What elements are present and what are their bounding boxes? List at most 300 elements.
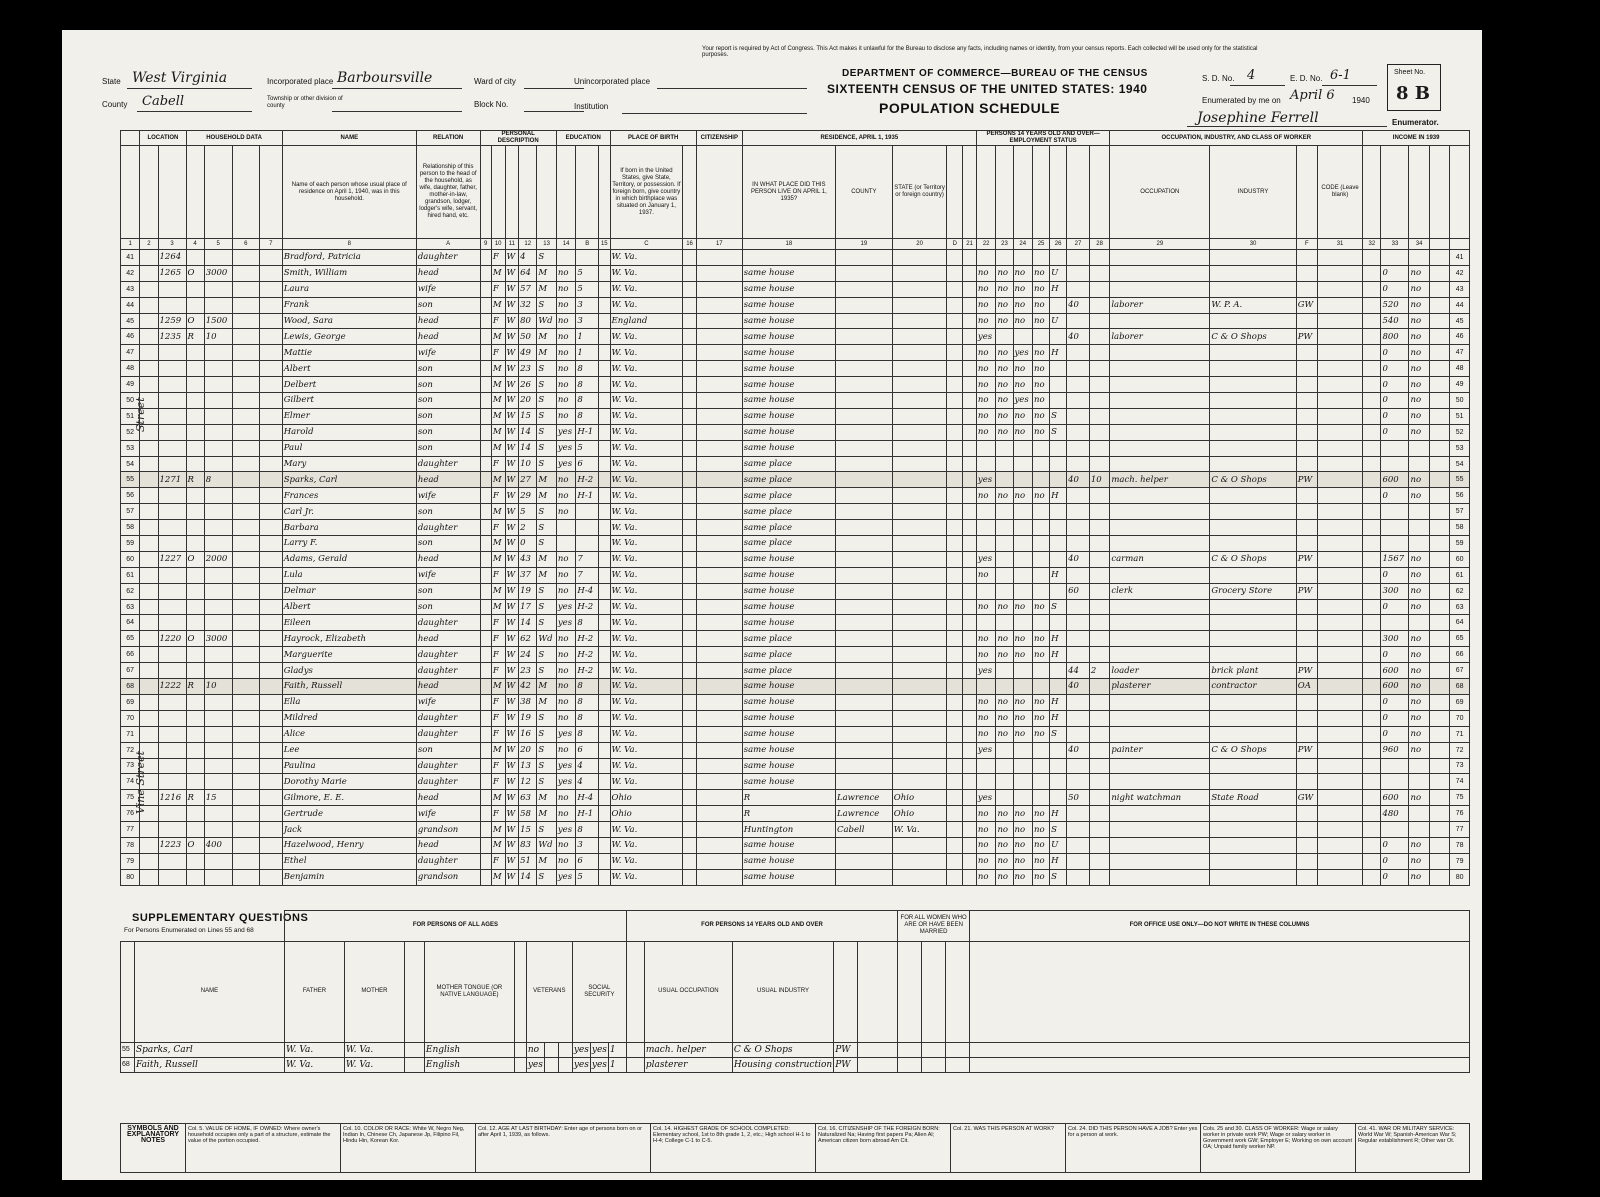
cell-empty: [892, 265, 947, 281]
cell-e3: no: [1013, 599, 1033, 615]
cell-empty: [1089, 440, 1109, 456]
cell-empty: [259, 599, 282, 615]
line-number: 46: [1450, 329, 1470, 345]
cell-sch: no: [556, 488, 576, 504]
cell-inc: 0: [1381, 647, 1409, 663]
cell-empty: [204, 742, 232, 758]
cell-empty: [683, 456, 697, 472]
cell-e5: H: [1050, 488, 1067, 504]
cell-empty: [696, 567, 742, 583]
cell-empty: [599, 504, 610, 520]
cell-empty: [963, 599, 977, 615]
cell-age: 38: [519, 694, 537, 710]
cell-e4: no: [1033, 853, 1050, 869]
cell-empty: [186, 583, 204, 599]
cell-name: Ella: [282, 694, 416, 710]
population-table: [120, 130, 1470, 886]
cell-birth: W. Va.: [610, 297, 683, 313]
cell-e1: yes: [976, 329, 996, 345]
table-row: [121, 265, 1470, 281]
cell-empty: [599, 869, 610, 885]
cell-empty: [259, 615, 282, 631]
cell-empty: [1089, 631, 1109, 647]
cell-empty: [1110, 536, 1210, 552]
supp-cell-empty: [558, 1042, 572, 1057]
cell-grd: H-2: [576, 631, 599, 647]
cell-empty: [1363, 710, 1381, 726]
cell-race: W: [505, 567, 519, 583]
cell-empty: [696, 520, 742, 536]
cell-mar: S: [537, 726, 557, 742]
cell-oth: no: [1409, 281, 1429, 297]
line-number: 51: [1450, 408, 1470, 424]
cell-oth: no: [1409, 472, 1429, 488]
cell-empty: [232, 250, 259, 266]
cell-empty: [1210, 265, 1296, 281]
cell-empty: [1317, 647, 1362, 663]
cell-empty: [232, 599, 259, 615]
line-number: 77: [121, 822, 140, 838]
cell-empty: [1110, 313, 1210, 329]
cell-empty: [1067, 853, 1090, 869]
cell-rel: head: [416, 551, 480, 567]
cell-empty: [1033, 329, 1050, 345]
cell-empty: [1296, 599, 1317, 615]
cell-empty: [1429, 250, 1449, 266]
table-row: [121, 345, 1470, 361]
supplementary-table: [120, 910, 1470, 1073]
cell-empty: [1110, 520, 1210, 536]
cell-empty: [140, 329, 158, 345]
cell-empty: [683, 488, 697, 504]
cell-empty: [683, 583, 697, 599]
cell-mar: S: [537, 377, 557, 393]
cell-race: W: [505, 504, 519, 520]
cell-rel: wife: [416, 806, 480, 822]
cell-e1: yes: [976, 742, 996, 758]
cell-inc: 0: [1381, 710, 1409, 726]
cell-empty: [140, 520, 158, 536]
table-row: [121, 488, 1470, 504]
cell-oth: [1409, 504, 1429, 520]
cell-e1: no: [976, 869, 996, 885]
cell-e2: no: [996, 297, 1013, 313]
cell-empty: [1317, 869, 1362, 885]
cell-empty: [232, 583, 259, 599]
cell-name: Alice: [282, 726, 416, 742]
cell-name: Mary: [282, 456, 416, 472]
cell-empty: [1317, 694, 1362, 710]
cell-empty: [204, 726, 232, 742]
cell-empty: [963, 393, 977, 409]
cell-race: W: [505, 790, 519, 806]
cell-empty: [1317, 837, 1362, 853]
cell-empty: [892, 710, 947, 726]
cell-res: same house: [742, 345, 835, 361]
cell-rel: son: [416, 583, 480, 599]
cell-empty: [158, 647, 186, 663]
cell-empty: [480, 758, 491, 774]
cell-empty: [683, 758, 697, 774]
cell-oth: no: [1409, 853, 1429, 869]
supp-women: FOR ALL WOMEN WHO ARE OR HAVE BEEN MARRIED: [898, 911, 970, 942]
cell-empty: [480, 472, 491, 488]
cell-grd: 3: [576, 297, 599, 313]
cell-sch: yes: [556, 822, 576, 838]
cell-e4: no: [1033, 869, 1050, 885]
cell-empty: [232, 345, 259, 361]
cell-empty: [1429, 377, 1449, 393]
cell-empty: [892, 679, 947, 695]
column-number: 17: [696, 239, 742, 250]
cell-empty: [599, 329, 610, 345]
cell-empty: [204, 361, 232, 377]
cell-empty: [1429, 663, 1449, 679]
cell-empty: [683, 631, 697, 647]
cell-empty: [835, 774, 892, 790]
cell-empty: [259, 742, 282, 758]
cell-mar: M: [537, 345, 557, 361]
cell-e3: no: [1013, 837, 1033, 853]
supp-title: SUPPLEMENTARY QUESTIONS: [132, 912, 309, 924]
cell-empty: [996, 456, 1013, 472]
cell-inc: [1381, 615, 1409, 631]
cell-empty: [599, 822, 610, 838]
block-label: Block No.: [474, 100, 509, 109]
cell-empty: [1429, 313, 1449, 329]
cell-sex: F: [491, 281, 505, 297]
cell-rel: daughter: [416, 456, 480, 472]
cell-res: same place: [742, 631, 835, 647]
cell-empty: [947, 536, 963, 552]
cell-empty: [1296, 822, 1317, 838]
cell-e1: no: [976, 726, 996, 742]
cell-empty: [1067, 393, 1090, 409]
cell-inc: 0: [1381, 567, 1409, 583]
cell-sch: no: [556, 710, 576, 726]
cell-empty: [1067, 758, 1090, 774]
notes-table: [120, 1123, 1470, 1173]
cell-oth: no: [1409, 694, 1429, 710]
cell-inc: 0: [1381, 265, 1409, 281]
cell-empty: [1429, 615, 1449, 631]
cell-rel: daughter: [416, 726, 480, 742]
cell-inc: 300: [1381, 631, 1409, 647]
cell-race: W: [505, 440, 519, 456]
cell-empty: [1210, 377, 1296, 393]
cell-empty: [947, 663, 963, 679]
cell-empty: [1317, 345, 1362, 361]
cell-age: 29: [519, 488, 537, 504]
birth-description: If born in the United States, give State, Territory, or possession. If foreign born, give country in which birthplace was situated on January 1, 1937.: [610, 146, 683, 239]
cell-empty: [1013, 472, 1033, 488]
cell-empty: [963, 567, 977, 583]
line-number: 64: [1450, 615, 1470, 631]
cell-empty: [1317, 551, 1362, 567]
cell-res: same house: [742, 281, 835, 297]
cell-e5: S: [1050, 424, 1067, 440]
cell-empty: [683, 297, 697, 313]
cell-empty: [892, 424, 947, 440]
table-row: [121, 679, 1470, 695]
cell-empty: [1089, 679, 1109, 695]
cell-oth: no: [1409, 837, 1429, 853]
cell-rstate: Ohio: [892, 806, 947, 822]
cell-empty: [947, 504, 963, 520]
cell-empty: [1296, 710, 1317, 726]
cell-empty: [963, 472, 977, 488]
cell-e1: no: [976, 599, 996, 615]
note-value-home: Col. 5. VALUE OF HOME, IF OWNED: Where owner's household occupies only a part of a structure, estimate the value of the portion occupied.: [186, 1124, 341, 1173]
cell-empty: [947, 774, 963, 790]
cell-ind: C & O Shops: [1210, 551, 1296, 567]
industry-label: INDUSTRY: [1210, 146, 1296, 239]
cell-empty: [835, 615, 892, 631]
cell-birth: W. Va.: [610, 551, 683, 567]
line-number: 55: [121, 472, 140, 488]
cell-name: Albert: [282, 599, 416, 615]
cell-empty: [1363, 869, 1381, 885]
cell-rel: grandson: [416, 869, 480, 885]
cell-sex: M: [491, 599, 505, 615]
cell-empty: [259, 822, 282, 838]
cell-house: 1223: [158, 837, 186, 853]
line-number: 42: [1450, 265, 1470, 281]
cell-empty: [158, 408, 186, 424]
cell-name: Mildred: [282, 710, 416, 726]
cell-e3: no: [1013, 377, 1033, 393]
column-number: 29: [1110, 239, 1210, 250]
cell-empty: [480, 551, 491, 567]
code-label: CODE (Leave blank): [1317, 146, 1362, 239]
supp-cell-empty: [898, 1042, 922, 1057]
cell-empty: [1089, 313, 1109, 329]
cell-race: W: [505, 599, 519, 615]
cell-empty: [1110, 504, 1210, 520]
cell-empty: [599, 837, 610, 853]
supp-office: FOR OFFICE USE ONLY—DO NOT WRITE IN THESE COLUMNS: [970, 911, 1470, 942]
cell-empty: [232, 472, 259, 488]
cell-empty: [892, 297, 947, 313]
cell-empty: [232, 853, 259, 869]
cell-name: Marguerite: [282, 647, 416, 663]
cell-house: 1271: [158, 472, 186, 488]
cell-empty: [1067, 456, 1090, 472]
cell-rel: head: [416, 837, 480, 853]
cell-rel: son: [416, 504, 480, 520]
cell-empty: [996, 250, 1013, 266]
cell-empty: [140, 631, 158, 647]
cell-res: same house: [742, 377, 835, 393]
cell-grd: H-2: [576, 663, 599, 679]
cell-empty: [599, 679, 610, 695]
cell-empty: [232, 694, 259, 710]
cell-empty: [1110, 345, 1210, 361]
cell-empty: [835, 488, 892, 504]
cell-birth: W. Va.: [610, 361, 683, 377]
cell-e2: no: [996, 869, 1013, 885]
line-number: 75: [1450, 790, 1470, 806]
cell-empty: [158, 774, 186, 790]
cell-age: 5: [519, 504, 537, 520]
cell-empty: [158, 377, 186, 393]
cell-e5: H: [1050, 710, 1067, 726]
cell-sch: no: [556, 297, 576, 313]
cell-name: Faith, Russell: [282, 679, 416, 695]
cell-inc: 1567: [1381, 551, 1409, 567]
cell-age: 80: [519, 313, 537, 329]
cell-empty: [947, 837, 963, 853]
cell-name: Eileen: [282, 615, 416, 631]
cell-empty: [480, 679, 491, 695]
table-row: [121, 551, 1470, 567]
cell-empty: [1296, 536, 1317, 552]
cell-empty: [1210, 456, 1296, 472]
cell-empty: [1050, 377, 1067, 393]
cell-e4: no: [1033, 345, 1050, 361]
cell-empty: [232, 536, 259, 552]
cell-empty: [963, 440, 977, 456]
cell-e5: S: [1050, 726, 1067, 742]
supp-veterans-header: VETERANS: [526, 941, 572, 1042]
cell-sch: yes: [556, 758, 576, 774]
cell-e2: no: [996, 265, 1013, 281]
table-row: [121, 408, 1470, 424]
cell-empty: [480, 726, 491, 742]
cell-grd: 5: [576, 281, 599, 297]
birthplace-header: PLACE OF BIRTH: [610, 131, 696, 146]
cell-empty: [1210, 599, 1296, 615]
cell-mar: S: [537, 822, 557, 838]
cell-empty: [963, 250, 977, 266]
cell-empty: [480, 567, 491, 583]
cell-empty: [599, 853, 610, 869]
cell-mar: S: [537, 520, 557, 536]
cell-empty: [963, 408, 977, 424]
line-number: 45: [121, 313, 140, 329]
line-number: 64: [121, 615, 140, 631]
cell-empty: [1363, 790, 1381, 806]
cell-birth: W. Va.: [610, 424, 683, 440]
cell-empty: [1110, 647, 1210, 663]
cell-empty: [204, 822, 232, 838]
cell-empty: [1210, 520, 1296, 536]
cell-age: 14: [519, 615, 537, 631]
cell-empty: [1089, 869, 1109, 885]
cell-val: 2000: [204, 551, 232, 567]
cell-empty: [963, 710, 977, 726]
cell-empty: [835, 250, 892, 266]
cell-grd: 6: [576, 456, 599, 472]
cell-empty: [232, 790, 259, 806]
cell-empty: [1296, 567, 1317, 583]
cell-empty: [599, 774, 610, 790]
supp-cell-empty: [626, 1057, 644, 1072]
cell-empty: [186, 853, 204, 869]
cell-house: 1227: [158, 551, 186, 567]
cell-empty: [696, 869, 742, 885]
cell-e1: no: [976, 488, 996, 504]
cell-own: R: [186, 329, 204, 345]
cell-empty: [696, 250, 742, 266]
cell-val: 3000: [204, 265, 232, 281]
cell-own: R: [186, 472, 204, 488]
cell-res: same house: [742, 726, 835, 742]
line-number: 79: [121, 853, 140, 869]
column-number: 27: [1067, 239, 1090, 250]
cell-empty: [1363, 583, 1381, 599]
column-number: 32: [1363, 239, 1381, 250]
cell-empty: [947, 679, 963, 695]
cell-empty: [1296, 345, 1317, 361]
line-number: 66: [1450, 647, 1470, 663]
cell-empty: [1050, 250, 1067, 266]
ward-label: Ward of city: [474, 77, 516, 86]
cell-oth: no: [1409, 424, 1429, 440]
cell-sex: M: [491, 329, 505, 345]
cell-empty: [1317, 710, 1362, 726]
cell-empty: [892, 742, 947, 758]
enumerator-label: Enumerator.: [1392, 118, 1439, 127]
line-number: 73: [1450, 758, 1470, 774]
cell-cls: OA: [1296, 679, 1317, 695]
cell-empty: [1013, 536, 1033, 552]
cell-empty: [204, 615, 232, 631]
ed-label: E. D. No.: [1290, 74, 1323, 83]
cell-sch: no: [556, 567, 576, 583]
cell-empty: [556, 536, 576, 552]
cell-birth: W. Va.: [610, 520, 683, 536]
cell-empty: [696, 488, 742, 504]
supp-row: [121, 1042, 1470, 1057]
cell-e1: no: [976, 361, 996, 377]
cell-e1: yes: [976, 472, 996, 488]
cell-empty: [259, 679, 282, 695]
cell-empty: [140, 408, 158, 424]
note-military: Col. 41. WAR OR MILITARY SERVICE: World War W; Spanish-American War S; Regular establishment R; Other war Ot.: [1356, 1124, 1470, 1173]
cell-rel: son: [416, 440, 480, 456]
cell-occ: loader: [1110, 663, 1210, 679]
cell-empty: [186, 250, 204, 266]
cell-house: 1216: [158, 790, 186, 806]
cell-own: R: [186, 679, 204, 695]
cell-sch: no: [556, 361, 576, 377]
cell-hrs: 40: [1067, 472, 1090, 488]
cell-empty: [835, 456, 892, 472]
cell-empty: [947, 806, 963, 822]
column-number: 12: [519, 239, 537, 250]
cell-empty: [1013, 758, 1033, 774]
column-number: 16: [683, 239, 697, 250]
supp-cell-empty: [946, 1042, 970, 1057]
cell-sch: no: [556, 647, 576, 663]
table-row: [121, 742, 1470, 758]
cell-e5: S: [1050, 822, 1067, 838]
cell-empty: [232, 488, 259, 504]
cell-empty: [1067, 361, 1090, 377]
cell-e4: no: [1033, 377, 1050, 393]
column-number: 23: [996, 239, 1013, 250]
cell-empty: [1210, 504, 1296, 520]
cell-empty: [158, 488, 186, 504]
cell-empty: [1317, 726, 1362, 742]
cell-empty: [1050, 456, 1067, 472]
cell-age: 42: [519, 679, 537, 695]
cell-mar: S: [537, 615, 557, 631]
cell-empty: [204, 345, 232, 361]
cell-empty: [696, 361, 742, 377]
cell-race: W: [505, 583, 519, 599]
